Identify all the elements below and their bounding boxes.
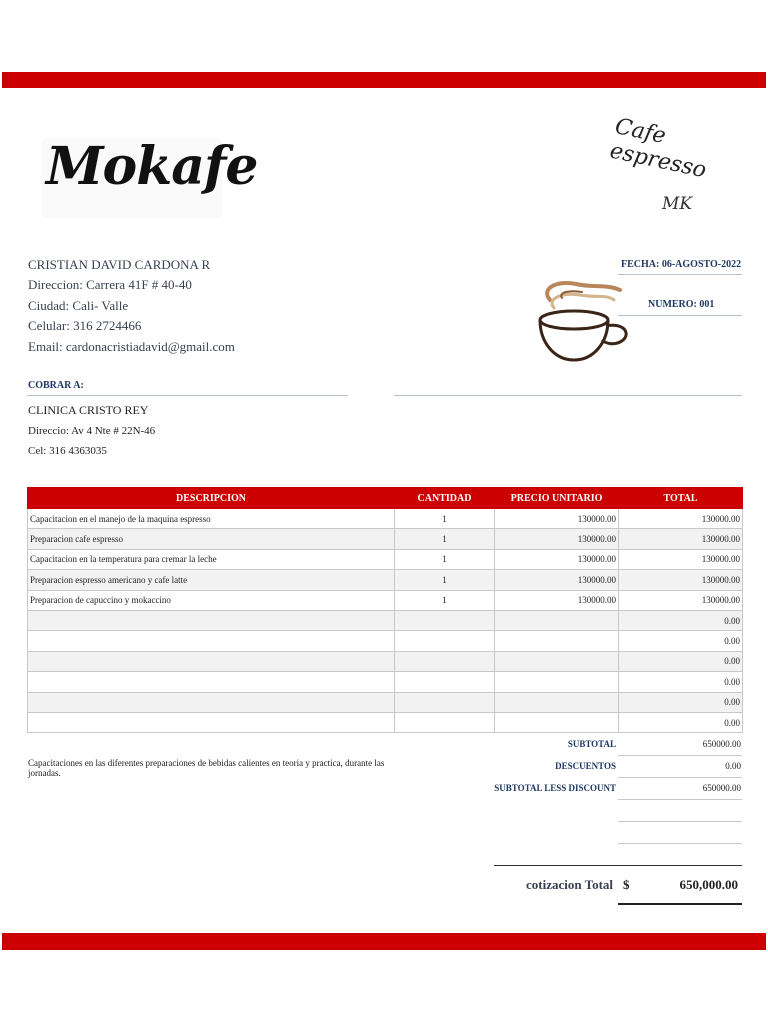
item-description: Preparacion cafe espresso <box>28 529 395 549</box>
item-total: 130000.00 <box>619 570 743 590</box>
item-total: 130000.00 <box>619 529 743 549</box>
divider <box>618 843 742 844</box>
table-header-row <box>28 488 743 509</box>
item-description <box>28 610 395 630</box>
item-unit-price <box>495 651 619 671</box>
bottom-accent-bar <box>2 933 766 950</box>
invoice-number: NUMERO: 001 <box>648 299 715 310</box>
item-total: 0.00 <box>619 631 743 651</box>
grand-total-label: cotizacion Total <box>526 877 614 892</box>
divider <box>618 777 742 778</box>
item-total: 0.00 <box>619 692 743 712</box>
seller-address: Direccion: Carrera 41F # 40-40 <box>28 277 192 292</box>
item-total: 130000.00 <box>619 590 743 610</box>
divider <box>618 821 742 822</box>
column-header-total: TOTAL <box>619 488 743 509</box>
divider <box>494 865 742 866</box>
client-name: CLINICA CRISTO REY <box>28 403 149 417</box>
item-quantity: 1 <box>395 509 495 529</box>
seller-city: Ciudad: Cali- Valle <box>28 298 129 313</box>
item-quantity <box>395 610 495 630</box>
table-row <box>28 712 743 732</box>
item-unit-price <box>495 631 619 651</box>
item-total: 0.00 <box>619 672 743 692</box>
item-quantity: 1 <box>395 570 495 590</box>
item-unit-price <box>495 692 619 712</box>
item-total: 0.00 <box>619 651 743 671</box>
item-quantity <box>395 651 495 671</box>
column-header-quantity: CANTIDAD <box>395 488 495 509</box>
item-description: Preparacion espresso americano y cafe latte <box>28 570 395 590</box>
item-description <box>28 692 395 712</box>
item-total: 130000.00 <box>619 509 743 529</box>
divider <box>618 315 742 316</box>
bill-to-heading: COBRAR A: <box>28 380 84 391</box>
table-row <box>28 651 743 671</box>
client-phone: Cel: 316 4363035 <box>28 445 107 457</box>
divider <box>394 395 742 396</box>
item-description: Preparacion de capuccino y mokaccino <box>28 590 395 610</box>
table-row <box>28 509 743 529</box>
table-row <box>28 672 743 692</box>
item-description <box>28 651 395 671</box>
table-row <box>28 590 743 610</box>
seller-phone: Celular: 316 2724466 <box>28 318 142 333</box>
item-quantity <box>395 692 495 712</box>
divider <box>618 903 742 905</box>
currency-symbol: $ <box>623 877 630 892</box>
item-total: 0.00 <box>619 712 743 732</box>
item-quantity: 1 <box>395 590 495 610</box>
item-unit-price <box>495 712 619 732</box>
discounts-value: 0.00 <box>725 761 741 771</box>
subtotal-less-discount-label: SUBTOTAL LESS DISCOUNT <box>494 783 616 793</box>
item-description <box>28 712 395 732</box>
divider <box>27 395 348 396</box>
item-quantity <box>395 712 495 732</box>
item-unit-price <box>495 672 619 692</box>
item-unit-price <box>495 610 619 630</box>
table-row <box>28 549 743 569</box>
item-unit-price: 130000.00 <box>495 549 619 569</box>
discounts-label: DESCUENTOS <box>555 761 616 771</box>
table-row <box>28 610 743 630</box>
column-header-description: DESCRIPCION <box>28 488 395 509</box>
item-quantity: 1 <box>395 549 495 569</box>
item-description: Capacitacion en la temperatura para cremar la leche <box>28 549 395 569</box>
item-unit-price: 130000.00 <box>495 509 619 529</box>
item-unit-price: 130000.00 <box>495 529 619 549</box>
item-description: Capacitacion en el manejo de la maquina espresso <box>28 509 395 529</box>
seller-name: CRISTIAN DAVID CARDONA R <box>28 257 211 272</box>
column-header-unit-price: PRECIO UNITARIO <box>495 488 619 509</box>
item-description <box>28 631 395 651</box>
notes: Capacitaciones en las diferentes preparaciones de bebidas calientes en teoria y practica, durante las jornadas. <box>28 758 385 778</box>
grand-total-value: 650,000.00 <box>679 877 738 892</box>
item-description <box>28 672 395 692</box>
brand-monogram: MK <box>662 194 693 214</box>
table-row <box>28 529 743 549</box>
coffee-cup-icon <box>536 278 636 364</box>
item-quantity <box>395 672 495 692</box>
item-quantity: 1 <box>395 529 495 549</box>
logo: Mokafe <box>46 136 258 197</box>
brand-script: Cafe espresso <box>607 114 709 184</box>
divider <box>618 274 742 275</box>
items-table <box>27 487 743 733</box>
item-total: 0.00 <box>619 610 743 630</box>
item-total: 130000.00 <box>619 549 743 569</box>
divider <box>618 799 742 800</box>
item-unit-price: 130000.00 <box>495 570 619 590</box>
top-accent-bar <box>2 72 766 88</box>
subtotal-less-discount-value: 650000.00 <box>702 783 741 793</box>
item-unit-price: 130000.00 <box>495 590 619 610</box>
subtotal-value: 650000.00 <box>702 739 741 749</box>
divider <box>618 755 742 756</box>
invoice-date: FECHA: 06-AGOSTO-2022 <box>621 259 742 270</box>
subtotal-label: SUBTOTAL <box>567 739 616 749</box>
table-row <box>28 692 743 712</box>
table-row <box>28 631 743 651</box>
item-quantity <box>395 631 495 651</box>
table-row <box>28 570 743 590</box>
seller-email: Email: cardonacristiadavid@gmail.com <box>28 339 235 354</box>
client-address: Direccio: Av 4 Nte # 22N-46 <box>28 425 156 437</box>
